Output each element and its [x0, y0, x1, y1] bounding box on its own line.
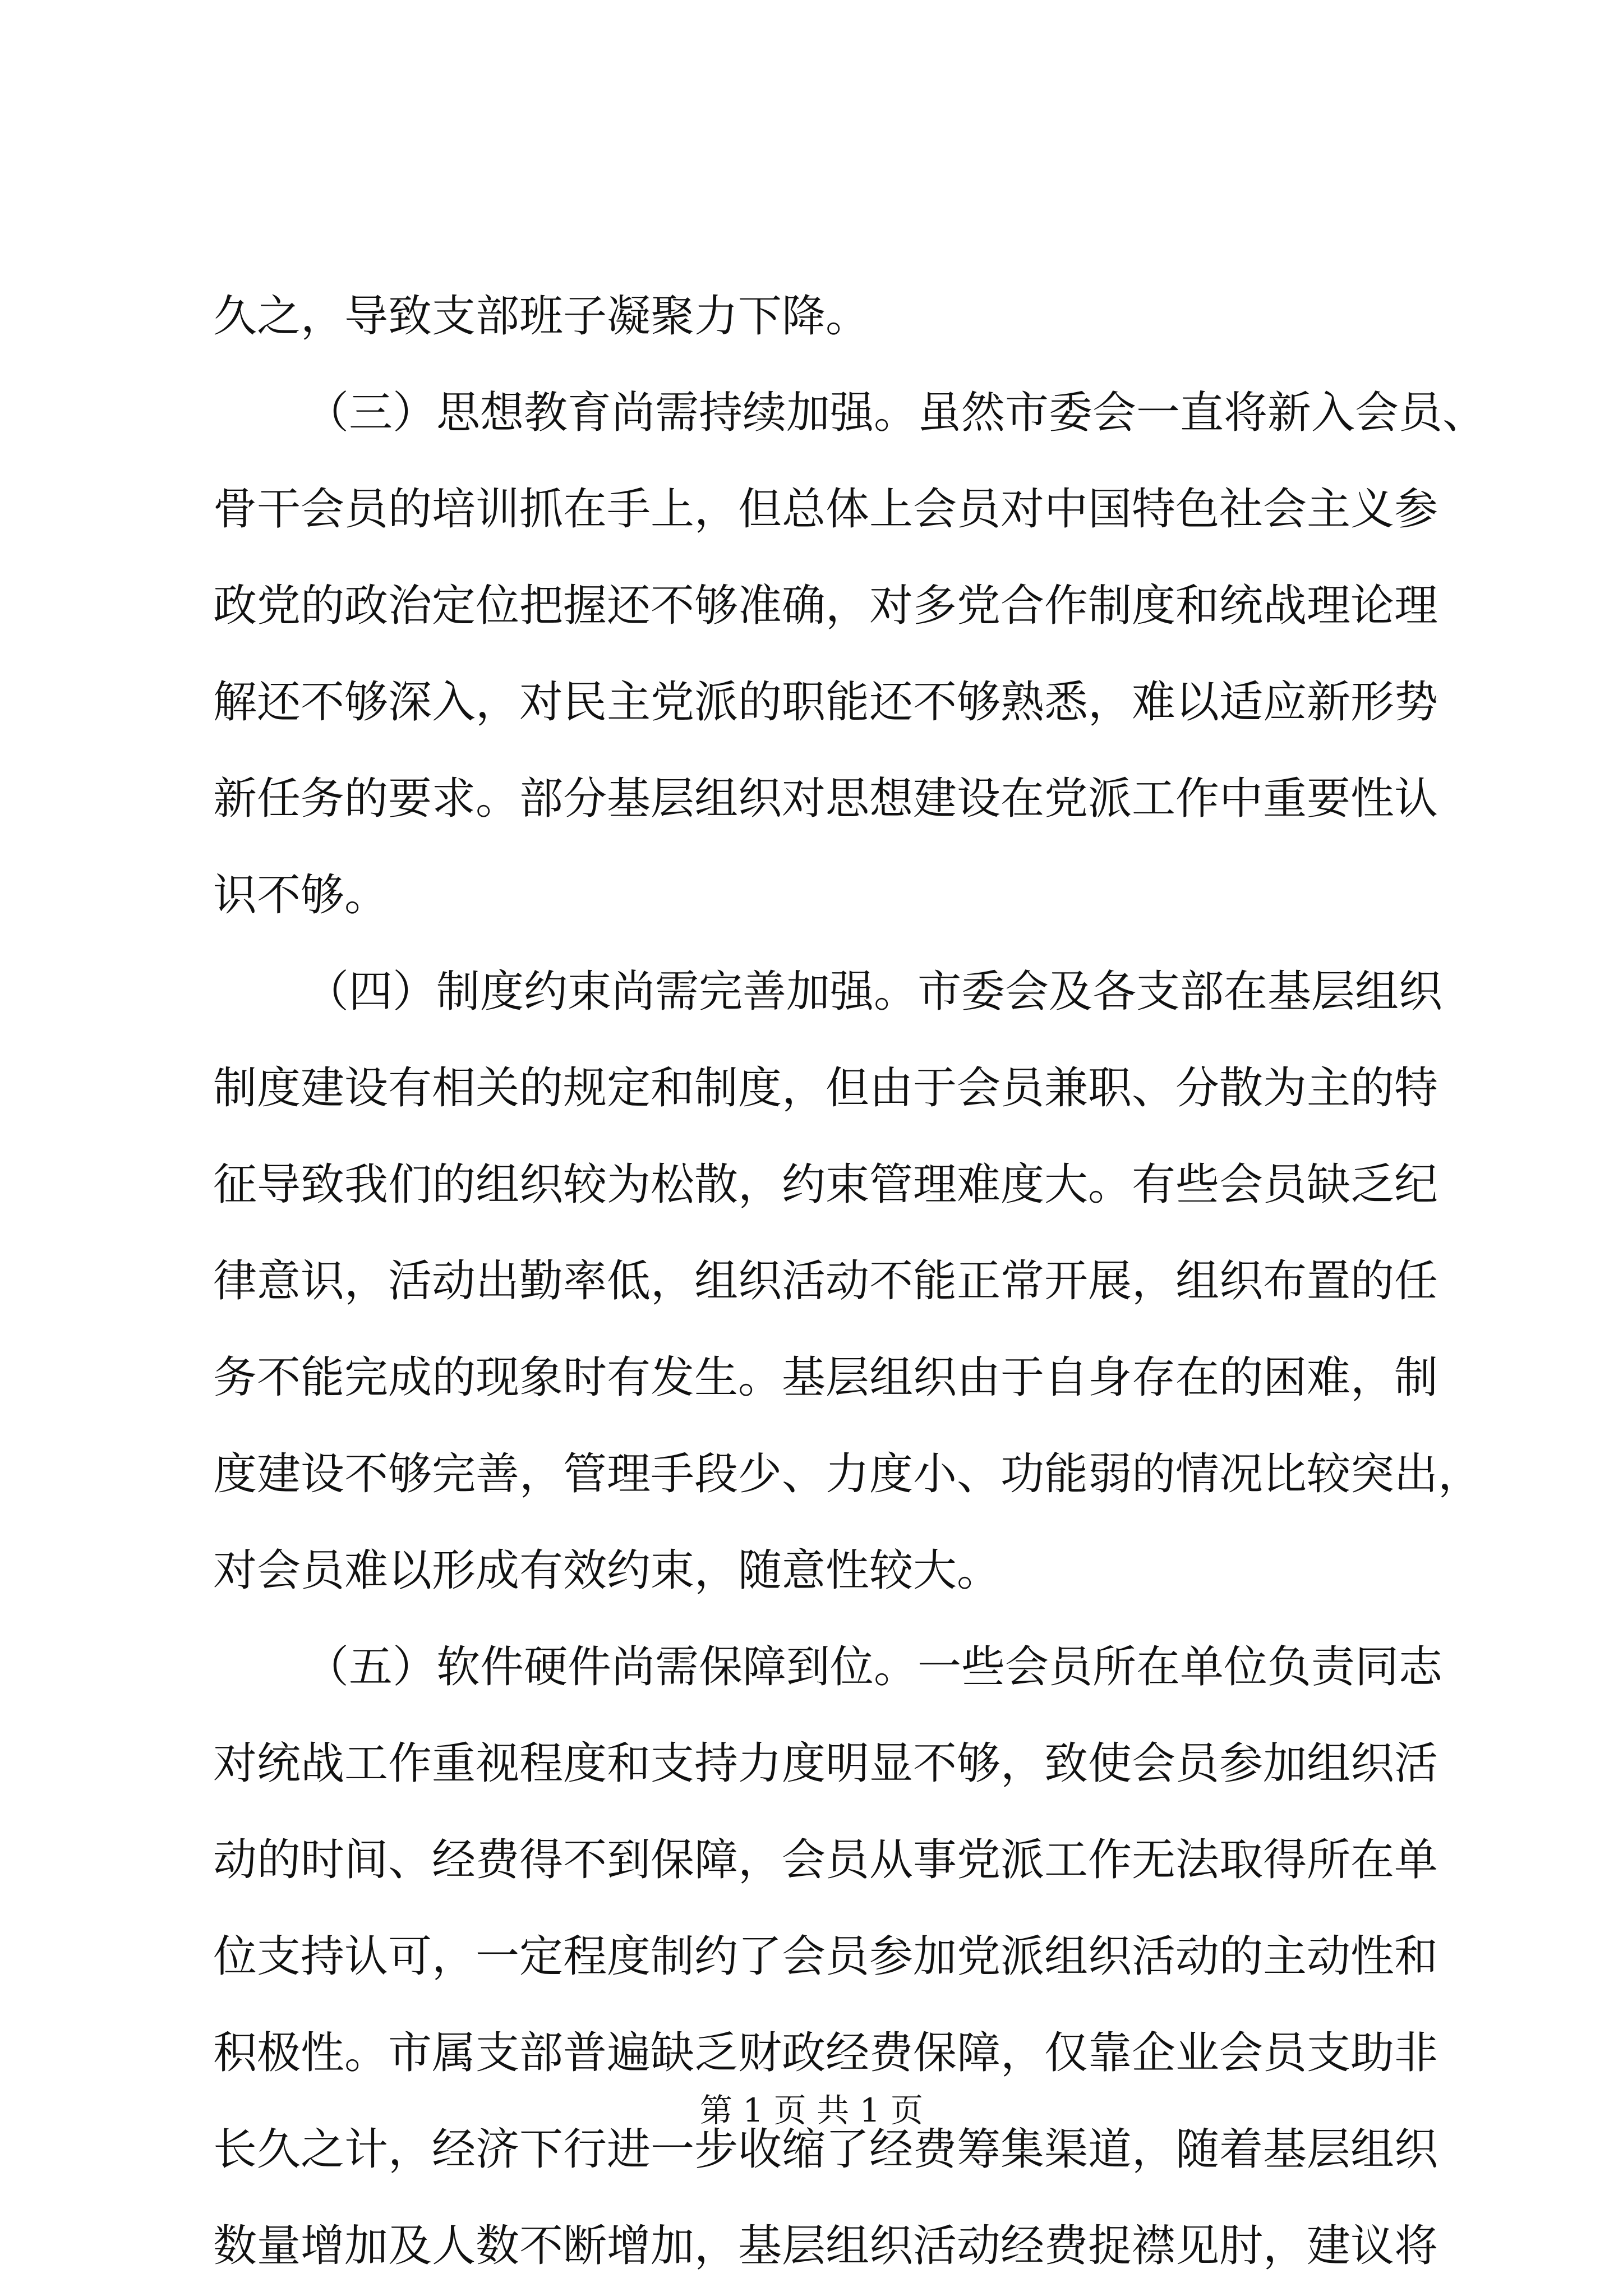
text-line: 制度建设有相关的规定和制度，但由于会员兼职、分散为主的特	[213, 1063, 1438, 1114]
text-line: 律意识，活动出勤率低，组织活动不能正常开展，组织布置的任	[213, 1256, 1438, 1306]
text-line: 久之，导致支部班子凝聚力下降。	[213, 291, 870, 342]
text-line: 位支持认可，一定程度制约了会员参加党派组织活动的主动性和	[213, 1931, 1438, 1982]
text-line: 度建设不够完善，管理手段少、力度小、功能弱的情况比较突出，	[213, 1449, 1482, 1499]
text-line: 务不能完成的现象时有发生。基层组织由于自身存在的困难，制	[213, 1352, 1438, 1403]
document-body	[213, 268, 1487, 2294]
text-line: 政党的政治定位把握还不够准确，对多党合作制度和统战理论理	[213, 581, 1438, 631]
text-line: 识不够。	[213, 870, 389, 921]
text-line: 数量增加及人数不断增加，基层组织活动经费捉襟见肘，建议将	[213, 2221, 1438, 2271]
text-line: 积极性。市属支部普遍缺乏财政经费保障，仅靠企业会员支助非	[213, 2028, 1438, 2078]
page-footer: 第 1 页 共 1 页	[700, 2091, 923, 2129]
text-line: 动的时间、经费得不到保障，会员从事党派工作无法取得所在单	[213, 1835, 1438, 1885]
text-line: （三）思想教育尚需持续加强。虽然市委会一直将新入会员、	[305, 388, 1487, 438]
text-line: 骨干会员的培训抓在手上，但总体上会员对中国特色社会主义参	[213, 484, 1438, 535]
text-line: （五）软件硬件尚需保障到位。一些会员所在单位负责同志	[305, 1642, 1443, 1692]
text-line: （四）制度约束尚需完善加强。市委会及各支部在基层组织	[305, 967, 1443, 1017]
text-line: 解还不够深入，对民主党派的职能还不够熟悉，难以适应新形势	[213, 677, 1438, 728]
text-line: 对会员难以形成有效约束，随意性较大。	[213, 1545, 1001, 1596]
text-line: 征导致我们的组织较为松散，约束管理难度大。有些会员缺乏纪	[213, 1159, 1438, 1210]
text-line: 对统战工作重视程度和支持力度明显不够，致使会员参加组织活	[213, 1738, 1438, 1789]
text-line: 新任务的要求。部分基层组织对思想建设在党派工作中重要性认	[213, 774, 1438, 824]
text-line: 长久之计，经济下行进一步收缩了经费筹集渠道，随着基层组织	[213, 2124, 1438, 2175]
